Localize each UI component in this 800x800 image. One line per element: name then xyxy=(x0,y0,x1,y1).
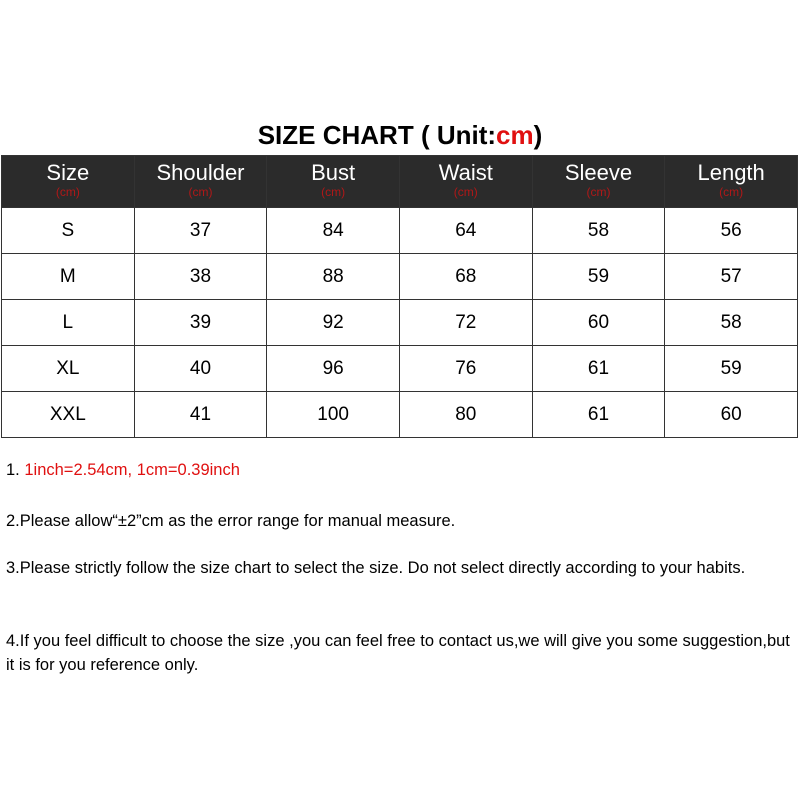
length-cell: 60 xyxy=(665,392,798,438)
length-cell: 57 xyxy=(665,254,798,300)
bust-cell: 92 xyxy=(267,300,400,346)
table-row xyxy=(2,392,798,438)
length-cell: 56 xyxy=(665,208,798,254)
size-table xyxy=(1,155,798,438)
note-1-prefix: 1. xyxy=(6,461,25,479)
header-unit: (cm) xyxy=(453,185,478,199)
bust-cell: 88 xyxy=(267,254,400,300)
size-cell: XXL xyxy=(2,392,135,438)
header-unit: (cm) xyxy=(55,185,80,199)
waist-cell: 72 xyxy=(399,300,532,346)
waist-cell: 64 xyxy=(399,208,532,254)
size-cell: XL xyxy=(2,346,135,392)
sleeve-cell: 58 xyxy=(532,208,665,254)
note-contact: 4.If you feel difficult to choose the size ,you can feel free to contact us,we will give you some suggestion,but it is for you reference only. xyxy=(6,632,790,674)
waist-cell: 76 xyxy=(399,346,532,392)
sleeve-cell: 59 xyxy=(532,254,665,300)
header-waist xyxy=(399,156,532,208)
shoulder-cell: 38 xyxy=(134,254,267,300)
size-cell: M xyxy=(2,254,135,300)
header-unit: (cm) xyxy=(586,185,611,199)
header-unit: (cm) xyxy=(719,185,744,199)
header-label: Waist xyxy=(438,160,493,185)
table-row xyxy=(2,300,798,346)
table-row xyxy=(2,208,798,254)
note-follow-chart: 3.Please strictly follow the size chart to select the size. Do not select directly according to your habits. xyxy=(6,559,746,577)
note-conversion xyxy=(6,458,796,482)
title-close: ) xyxy=(533,120,543,150)
bust-cell: 100 xyxy=(267,392,400,438)
size-table-header xyxy=(2,156,798,208)
shoulder-cell: 37 xyxy=(134,208,267,254)
note-error-range: 2.Please allow“±2”cm as the error range for manual measure. xyxy=(6,512,456,530)
shoulder-cell: 40 xyxy=(134,346,267,392)
header-length xyxy=(665,156,798,208)
size-cell: L xyxy=(2,300,135,346)
sleeve-cell: 61 xyxy=(532,392,665,438)
header-label: Size xyxy=(46,160,90,185)
sleeve-cell: 60 xyxy=(532,300,665,346)
length-cell: 59 xyxy=(665,346,798,392)
table-row xyxy=(2,346,798,392)
header-label: Length xyxy=(697,160,765,185)
header-bust xyxy=(267,156,400,208)
note-1-conversion: 1inch=2.54cm, 1cm=0.39inch xyxy=(24,461,240,479)
length-cell: 58 xyxy=(665,300,798,346)
header-size xyxy=(2,156,135,208)
header-shoulder xyxy=(134,156,267,208)
header-unit: (cm) xyxy=(321,185,346,199)
size-cell: S xyxy=(2,208,135,254)
bust-cell: 84 xyxy=(267,208,400,254)
header-sleeve xyxy=(532,156,665,208)
header-label: Bust xyxy=(311,160,356,185)
sleeve-cell: 61 xyxy=(532,346,665,392)
shoulder-cell: 39 xyxy=(134,300,267,346)
shoulder-cell: 41 xyxy=(134,392,267,438)
table-row xyxy=(2,254,798,300)
bust-cell: 96 xyxy=(267,346,400,392)
header-label: Sleeve xyxy=(564,160,633,185)
header-unit: (cm) xyxy=(188,185,213,199)
waist-cell: 68 xyxy=(399,254,532,300)
waist-cell: 80 xyxy=(399,392,532,438)
header-label: Shoulder xyxy=(156,160,245,185)
title-unit: cm xyxy=(496,120,534,150)
size-chart-title xyxy=(0,118,800,152)
title-main: SIZE CHART ( Unit: xyxy=(257,120,497,150)
